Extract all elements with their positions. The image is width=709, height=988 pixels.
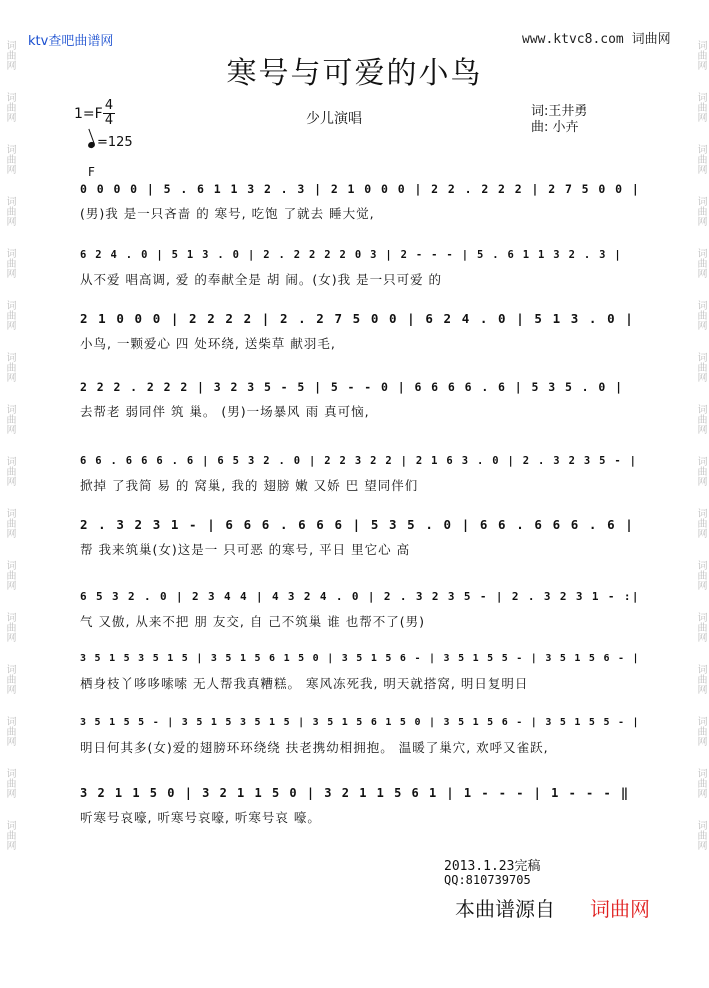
watermark-text: 词曲网: [4, 144, 15, 174]
watermark-text: 词曲网: [4, 92, 15, 122]
lyrics-row: 气 又傲, 从来不把 朋 友交, 自 己不筑巢 谁 也帮不了(男): [80, 614, 425, 629]
notation-row: 0 0 0 0 | 5 . 6 1 1 3 2 . 3 | 2 1 0 0 0 | 2 2 . 2 2 2 | 2 7 5 0 0 |: [80, 182, 641, 196]
lyrics-row: 去帮老 弱同伴 筑 巢。 (男)一场暴风 雨 真可恼,: [80, 404, 370, 419]
notation-row: 2 . 3 2 3 1 - | 6 6 6 . 6 6 6 | 5 3 5 . 0 | 6 6 . 6 6 6 . 6 |: [80, 517, 635, 532]
watermark-text: 词曲网: [4, 820, 15, 850]
key-signature: 1=F: [74, 106, 103, 122]
lyrics-row: 听寒号哀嚎, 听寒号哀嚎, 听寒号哀 嚎。: [80, 810, 321, 825]
composer-credit: 曲: 小卉: [531, 120, 579, 135]
watermark-text: 词曲网: [4, 40, 15, 70]
watermark-text: 词曲网: [695, 664, 706, 694]
watermark-text: 词曲网: [695, 40, 706, 70]
watermark-text: 词曲网: [4, 248, 15, 278]
watermark-text: 词曲网: [4, 508, 15, 538]
watermark-text: 词曲网: [4, 612, 15, 642]
watermark-text: 词曲网: [695, 300, 706, 330]
time-signature-top: 4: [104, 98, 114, 113]
lyrics-row: 掀掉 了我简 易 的 窝巢, 我的 翅膀 嫩 又娇 巴 望同伴们: [80, 478, 419, 493]
watermark-text: 词曲网: [695, 456, 706, 486]
source-brand-link[interactable]: 词曲网: [590, 897, 650, 921]
watermark-text: 词曲网: [695, 144, 706, 174]
lyrics-row: 栖身枝丫哆哆嗦嗦 无人帮我真糟糕。 寒风冻死我, 明天就搭窝, 明日复明日: [80, 676, 529, 691]
notation-row: 3 5 1 5 3 5 1 5 | 3 5 1 5 6 1 5 0 | 3 5 1 5 6 - | 3 5 1 5 5 - | 3 5 1 5 6 - |: [80, 653, 640, 664]
watermark-text: 词曲网: [4, 768, 15, 798]
lyrics-row: (男)我 是一只吝啬 的 寒号, 吃饱 了就去 睡大觉,: [80, 206, 375, 221]
left-watermark-strip: [2, 0, 16, 988]
watermark-text: 词曲网: [4, 300, 15, 330]
watermark-text: 词曲网: [695, 92, 706, 122]
watermark-text: 词曲网: [695, 508, 706, 538]
watermark-text: 词曲网: [4, 716, 15, 746]
watermark-text: 词曲网: [695, 352, 706, 382]
notation-row: 3 5 1 5 5 - | 3 5 1 5 3 5 1 5 | 3 5 1 5 6 1 5 0 | 3 5 1 5 6 - | 3 5 1 5 5 - |: [80, 717, 640, 728]
site-name-left[interactable]: ktv查吧曲谱网: [28, 34, 114, 49]
watermark-text: 词曲网: [4, 456, 15, 486]
watermark-text: 词曲网: [4, 352, 15, 382]
section-mark: F: [88, 165, 95, 179]
lyrics-row: 帮 我来筑巢(女)这是一 只可恶 的寒号, 平日 里它心 高: [80, 542, 411, 557]
watermark-text: 词曲网: [4, 560, 15, 590]
completion-date: 2013.1.23完稿: [444, 859, 541, 874]
notation-row: 2 1 0 0 0 | 2 2 2 2 | 2 . 2 7 5 0 0 | 6 2 4 . 0 | 5 1 3 . 0 |: [80, 311, 635, 326]
watermark-text: 词曲网: [4, 196, 15, 226]
watermark-text: 词曲网: [695, 248, 706, 278]
notation-row: 6 6 . 6 6 6 . 6 | 6 5 3 2 . 0 | 2 2 3 2 2 | 2 1 6 3 . 0 | 2 . 3 2 3 5 - |: [80, 455, 638, 467]
performer: 少儿演唱: [306, 111, 362, 127]
notation-row: 6 2 4 . 0 | 5 1 3 . 0 | 2 . 2 2 2 2 0 3 | 2 - - - | 5 . 6 1 1 3 2 . 3 |: [80, 249, 623, 261]
right-watermark-strip: [693, 0, 707, 988]
notation-row: 3 2 1 1 5 0 | 3 2 1 1 5 0 | 3 2 1 1 5 6 1 | 1 - - - | 1 - - - ‖: [80, 786, 630, 800]
quarter-note-icon: [87, 141, 96, 149]
site-url-right[interactable]: www.ktvc8.com 词曲网: [522, 32, 671, 47]
time-signature-bottom: 4: [104, 113, 114, 128]
watermark-text: 词曲网: [695, 404, 706, 434]
watermark-text: 词曲网: [695, 612, 706, 642]
notation-row: 2 2 2 . 2 2 2 | 3 2 3 5 - 5 | 5 - - 0 | 6 6 6 6 . 6 | 5 3 5 . 0 |: [80, 380, 624, 394]
song-title: 寒号与可爱的小鸟: [226, 56, 483, 91]
watermark-text: 词曲网: [4, 404, 15, 434]
watermark-text: 词曲网: [695, 820, 706, 850]
watermark-text: 词曲网: [695, 560, 706, 590]
tempo-value: =125: [97, 135, 133, 150]
source-label: 本曲谱源自: [455, 897, 555, 921]
lyrics-row: 小鸟, 一颗爱心 四 处环绕, 送柴草 献羽毛,: [80, 336, 336, 351]
watermark-text: 词曲网: [695, 768, 706, 798]
lyrics-row: 从不爱 唱高调, 爱 的奉献全是 胡 闹。(女)我 是一只可爱 的: [80, 272, 443, 287]
watermark-text: 词曲网: [695, 716, 706, 746]
author-qq: QQ:810739705: [444, 873, 531, 887]
lyricist-credit: 词:王井勇: [531, 104, 588, 119]
watermark-text: 词曲网: [695, 196, 706, 226]
notation-row: 6 5 3 2 . 0 | 2 3 4 4 | 4 3 2 4 . 0 | 2 . 3 2 3 5 - | 2 . 3 2 3 1 - :|: [80, 590, 640, 603]
watermark-text: 词曲网: [4, 664, 15, 694]
lyrics-row: 明日何其多(女)爱的翅膀环环绕绕 扶老携幼相拥抱。 温暖了巢穴, 欢呼又雀跃,: [80, 740, 549, 755]
time-signature: [103, 99, 115, 128]
tempo-marking: [88, 135, 133, 150]
